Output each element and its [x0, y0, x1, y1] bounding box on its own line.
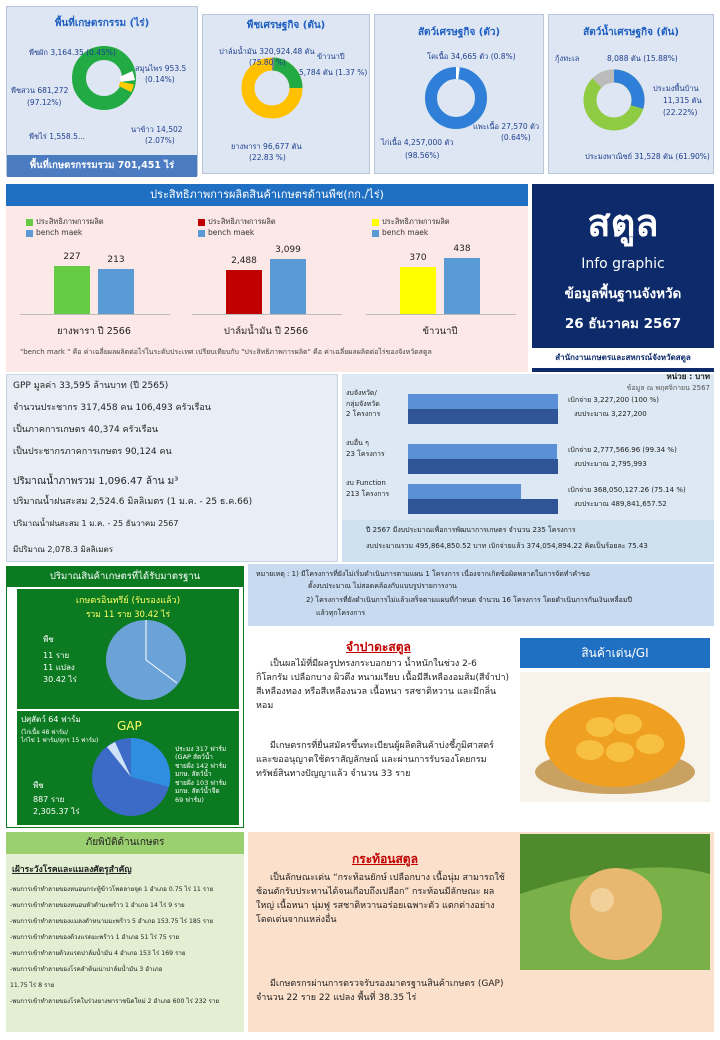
gap-c: พืช — [33, 781, 44, 790]
disaster-item: -พบการเข้าทำลายของโรคลำต้นเน่าปาล์มน้ำมัน 3 อำเภอ — [10, 966, 163, 973]
fish-panel — [548, 14, 714, 174]
budget-category: งบอื่น ๆ 23 โครงการ — [346, 439, 385, 458]
budget-spend-bar — [408, 394, 558, 409]
krathon-p2: มีเกษตรกรผ่านการตรวจรับรองมาตรฐานสินค้าเกษตร (GAP) จำนวน 22 ราย 22 แปลง พื้นที่ 38.35 ไร่ — [256, 979, 504, 1003]
brand-footer: สำนักงานเกษตรและสหกรณ์จังหวัดสตูล — [532, 348, 714, 368]
info-water: ปริมาณน้ำภาพรวม 1,096.47 ล้าน ม³ — [13, 476, 179, 487]
info-population: จำนวนประชากร 317,458 คน 106,493 ครัวเรือน — [13, 403, 211, 413]
disaster-item: -พบการเข้าทำลายของด้วงแรดมะพร้าว 1 อำเภอ 51 ไร่ 75 ราย — [10, 934, 180, 941]
econ-label-rubber: ยางพารา 96,677 ตัน — [231, 142, 302, 151]
disaster-sub: เฝ้าระวังโรคและแมลงศัตรูสำคัญ — [12, 865, 132, 875]
info-rain-66: ปริมาณน้ำฝนสะสม 2,524.6 มิลลิเมตร (1 ม.ค. - 25 ธ.ค.66) — [13, 497, 253, 507]
budget-total-label: งบประมาณ 2,795,993 — [574, 460, 647, 468]
animal-panel — [374, 14, 544, 174]
gap-c3: 2,305.37 ไร่ — [33, 807, 80, 816]
disaster-panel — [6, 832, 244, 1032]
bar-benchmark — [444, 258, 480, 314]
fish-label-local-pct: (22.22%) — [663, 108, 698, 117]
efficiency-group — [366, 212, 526, 346]
budget-spend-bar — [408, 444, 557, 459]
budget-total-label: งบประมาณ 489,841,657.52 — [574, 500, 667, 508]
budget-note1: หมายเหตุ : 1) มีโครงการที่ยังไม่เริ่มดำเนินการตามแผน 1 โครงการ เนื่องจากเกิดข้อผิดพลาดในการจัดทำคำขอ — [256, 570, 590, 578]
bar-benchmark — [98, 269, 134, 314]
krathon-title: กระท้อนสตูล — [352, 852, 418, 866]
econ-crop-title: พืชเศรษฐกิจ (ตัน) — [246, 20, 326, 31]
animal-label-goat: แพะเนื้อ 27,570 ตัว — [473, 122, 540, 131]
bar-benchmark — [270, 259, 306, 314]
info-rain-67: ปริมาณน้ำฝนสะสม 1 ม.ค. - 25 ธันวาคม 2567 — [13, 519, 179, 528]
gap-box — [17, 711, 239, 825]
budget-note2: 2) โครงการที่ยังดำเนินการไม่แล้วเสร็จตามแผนที่กำหนด จำนวน 16 โครงการ โดยดำเนินการกันเงินเหลื่อมปี — [306, 596, 632, 604]
efficiency-note: "bench mark " คือ ค่าเฉลี่ยผลผลิตต่อไร่ในระดับประเทศ เปรียบเทียบกับ "ประสิทธิภาพการผลิต" คือ ค่าเฉลี่ยผลผลิตต่อไร่ของจังหวัดสตูล — [20, 348, 432, 356]
land-label-rice-pct: (2.07%) — [145, 136, 175, 145]
land-panel — [6, 6, 198, 176]
land-label-herb-pct: (0.14%) — [145, 75, 175, 84]
legend-efficiency: ประสิทธิภาพการผลิต — [372, 216, 450, 228]
budget-panel — [342, 374, 714, 562]
efficiency-title: ประสิทธิภาพการผลิตสินค้าเกษตรด้านพืช(กก./ไร่) — [6, 184, 528, 206]
budget-note2b: แล้วทุกโครงการ — [316, 609, 366, 617]
budget-unit: หน่วย : บาท — [666, 372, 710, 381]
gap-b: ประมง 317 ฟาร์ม (GAP สัตว์น้ำ ชายฝั่ง 142 ฟาร์ม มกษ. สัตว์น้ำ ชายฝั่ง 103 ฟาร์ม มกษ. สัตว์น้ำจืด 69 ฟาร์ม) — [175, 745, 227, 804]
organic-box — [17, 589, 239, 709]
info-agri-households: เป็นภาคการเกษตร 40,374 ครัวเรือน — [13, 425, 159, 435]
land-total: พื้นที่เกษตรกรรมรวม 701,451 ไร่ — [7, 155, 197, 177]
krathon-panel — [248, 832, 714, 1032]
fish-label-shrimp: กุ้งทะเล — [555, 54, 580, 63]
fish-donut — [579, 65, 649, 135]
bar-efficiency — [226, 270, 262, 314]
info-gpp: GPP มูลค่า 33,595 ล้านบาท (ปี 2565) — [13, 381, 169, 391]
econ-label-rubber-pct: (22.83 %) — [249, 153, 286, 162]
land-title: พื้นที่เกษตรกรรม (ไร่) — [54, 18, 150, 29]
econ-label-palm-pct: (75.80 %) — [249, 58, 286, 67]
animal-label-chicken-pct: (98.56%) — [405, 151, 440, 160]
krathon-image — [520, 834, 710, 970]
budget-notes — [248, 564, 714, 626]
jampada-image — [520, 672, 710, 802]
bar-efficiency-value: 227 — [63, 251, 81, 262]
budget-total-bar — [408, 459, 558, 474]
budget-category: งบจังหวัด/ กลุ่มจังหวัด 2 โครงการ — [346, 389, 381, 418]
organic-d: 30.42 ไร่ — [43, 675, 77, 684]
animal-title: สัตว์เศรษฐกิจ (ตัว) — [417, 27, 501, 38]
fish-ring-local — [614, 76, 638, 107]
econ-label-rice-val: 5,784 ตัน (1.37 %) — [299, 68, 368, 77]
animal-label-chicken: ไก่เนื้อ 4,257,000 ตัว — [381, 138, 454, 147]
econ-label-rice: ข้าวนาปี — [317, 52, 345, 61]
bar-benchmark-value: 438 — [453, 243, 471, 254]
econ-label-palm: ปาล์มน้ำมัน 320,924.48 ตัน — [219, 47, 315, 56]
brand-sub: Info graphic — [581, 256, 665, 272]
gap-c2: 887 ราย — [33, 795, 65, 804]
efficiency-panel — [6, 184, 528, 372]
brand-line1: ข้อมูลพื้นฐานจังหวัด — [564, 286, 682, 302]
bar-benchmark-value: 213 — [107, 254, 125, 265]
disaster-item: -พบการเข้าทำลายของหนอนกระทู้ข้าวโพดลายจุด 1 อำเภอ 0.75 ไร่ 11 ราย — [10, 886, 214, 893]
fish-title: สัตว์น้ำเศรษฐกิจ (ตัน) — [583, 27, 679, 38]
bar-efficiency — [400, 267, 436, 314]
organic-b: 11 ราย — [43, 651, 70, 660]
animal-label-goat-pct: (0.64%) — [501, 133, 531, 142]
gi-section — [248, 628, 714, 830]
budget-note1b: ตั้งงบประมาณ ไม่สอดคล้องกับแบบรูปรายการงาน — [308, 582, 457, 590]
bar-efficiency-value: 370 — [409, 252, 427, 263]
disaster-item: -พบการเข้าทำลายของโรคใบร่วงยางพาราชนิดใหม่ 2 อำเภอ 600 ไร่ 232 ราย — [10, 998, 219, 1005]
land-label-herb: สมุนไพร 953.5 — [135, 64, 187, 73]
econ-crop-panel — [202, 14, 370, 174]
efficiency-group-label: ยางพารา ปี 2566 — [57, 326, 131, 337]
budget-total-label: งบประมาณ 3,227,200 — [574, 410, 647, 418]
legend-efficiency: ประสิทธิภาพการผลิต — [26, 216, 104, 228]
standards-panel — [6, 566, 244, 828]
jampada-p2: มีเกษตรกรที่ยื่นสมัครขึ้นทะเบียนผู้ผลิตสินค้าบ่งชี้ภูมิศาสตร์และขออนุญาตใช้ตราสัญลักษณ์ และผ่านการรับรองโดยกรมทรัพย์สินทางปัญญาแล้ว จำนวน 33 ราย — [256, 741, 494, 779]
brand-name: สตูล — [587, 201, 659, 245]
budget-spend-label: เบิกจ่าย 3,227,200 (100 %) — [568, 396, 659, 404]
efficiency-group-label: ปาล์มน้ำมัน ปี 2566 — [223, 326, 309, 337]
budget-category: งบ Function 213 โครงการ — [346, 479, 390, 498]
legend-efficiency: ประสิทธิภาพการผลิต — [198, 216, 276, 228]
fish-label-local: ประมงพื้นบ้าน — [653, 84, 699, 93]
budget-sum1: ปี 2567 มีงบประมาณเพื่อการพัฒนาการเกษตร จำนวน 235 โครงการ — [366, 526, 576, 534]
land-label-veg: พืชผัก 3,164.35 (0.45%) — [29, 48, 116, 57]
gap-head: GAP — [117, 719, 142, 733]
budget-total-bar — [408, 409, 558, 424]
bar-benchmark-value: 3,099 — [275, 244, 301, 255]
budget-asof: ข้อมูล ณ พฤศจิกายน 2567 — [626, 384, 710, 392]
bar-efficiency — [54, 266, 90, 314]
fish-label-local-val: 11,315 ตัน — [663, 96, 702, 105]
fish-label-shrimp-val: 8,088 ตัน (15.88%) — [607, 54, 678, 63]
land-label-field: พืชไร่ 1,558.5... — [29, 132, 85, 141]
budget-sum2: งบประมาณรวม 495,864,850.52 บาท เบิกจ่ายแล้ว 374,054,894.22 คิดเป็นร้อยละ 75.43 — [366, 542, 648, 550]
budget-total-bar — [408, 499, 558, 514]
organic-c: 11 แปลง — [43, 663, 75, 672]
jampada-p1: เป็นผลไม้ที่มีผลรูปทรงกระบอกยาว น้ำหนักในช่วง 2-6 กิโลกรัม เปลือกบาง ผิวตึง หนามเรียบ เนื้อมีสีเหลืองอมส้ม(สีจำปา) สีเหลืองทอง หรือสีเหลืองนวล เนื้อหนา รสชาติหวาน และมีกลิ่นหอม — [256, 659, 510, 711]
gi-label: สินค้าเด่น/GI — [520, 638, 710, 668]
land-ring-veg — [126, 74, 128, 81]
info-rain-67-val: มีปริมาณ 2,078.3 มิลลิเมตร — [13, 545, 114, 554]
disaster-item: -พบการเข้าทำลายของหนอนหัวดำมะพร้าว 1 อำเภอ 14 ไร่ 9 ราย — [10, 902, 185, 909]
krathon-p1: เป็นลักษณะเด่น “กระท้อนยักษ์ เปลือกบาง เนื้อนุ่ม สามารถใช้ช้อนตักรับประทานได้จนเกือบถึงเปลือก” กระท้อนมีลักษณะ ผลใหญ่ เนื้อหนา นุ่มฟู รสชาติหวานอร่อยเฉพาะตัว แตกต่างอย่างโดดเด่นจากแหล่งอื่น — [256, 873, 505, 925]
organic-head: เกษตรอินทรีย์ (รับรองแล้ว) — [75, 596, 181, 606]
legend-benchmark: bench maek — [198, 228, 254, 237]
efficiency-group — [20, 212, 180, 346]
gap-a: ปศุสัตว์ 64 ฟาร์ม — [21, 715, 81, 724]
budget-spend-label: เบิกจ่าย 368,050,127.26 (75.14 %) — [568, 486, 686, 494]
disaster-item: 11.75 ไร่ 8 ราย — [10, 982, 55, 989]
info-agri-people: เป็นประชากรภาคการเกษตร 90,124 คน — [13, 447, 172, 457]
budget-spend-bar — [408, 484, 521, 499]
budget-spend-label: เบิกจ่าย 2,777,566.96 (99.34 %) — [568, 446, 677, 454]
disaster-item: -พบการเข้าทำลายด้วงแรดปาล์มน้ำมัน 4 อำเภอ 153 ไร่ 169 ราย — [10, 950, 186, 957]
organic-head2: รวม 11 ราย 30.42 ไร่ — [85, 610, 171, 620]
efficiency-group-label: ข้าวนาปี — [422, 326, 458, 337]
organic-pie — [103, 617, 189, 703]
jampada-title: จำปาดะสตูล — [346, 640, 411, 654]
animal-label-cattle: โคเนื้อ 34,665 ตัว (0.8%) — [427, 52, 516, 61]
legend-benchmark: bench maek — [26, 228, 82, 237]
info-panel — [6, 374, 338, 562]
bar-efficiency-value: 2,488 — [231, 255, 257, 266]
disaster-title: ภัยพิบัติด้านเกษตร — [6, 832, 244, 854]
land-label-orchard-pct: (97.12%) — [27, 98, 62, 107]
brand-line2: 26 ธันวาคม 2567 — [564, 316, 682, 332]
organic-a: พืช — [43, 635, 54, 644]
legend-benchmark: bench maek — [372, 228, 428, 237]
disaster-item: -พบการเข้าทำลายของแมลงดำหนามมะพร้าว 5 อำเภอ 153.75 ไร่ 185 ราย — [10, 918, 214, 925]
gap-a2: (ไก่เนื้อ 48 ฟาร์ม/ — [21, 729, 69, 736]
efficiency-group — [192, 212, 352, 346]
fish-ring-shrimp — [597, 76, 614, 83]
gap-pie — [89, 735, 173, 819]
fish-label-commercial: ประมงพาณิชย์ 31,528 ตัน (61.90%) — [585, 152, 710, 161]
brand-panel — [532, 184, 714, 372]
land-label-orchard: พืชสวน 681,272 — [11, 86, 69, 95]
land-ring-rice — [125, 83, 127, 89]
standards-title: ปริมาณสินค้าเกษตรที่ได้รับมาตรฐาน — [7, 567, 243, 587]
land-label-rice: นาข้าว 14,502 — [131, 125, 183, 134]
gap-a3: ไก่ไข่ 1 ฟาร์ม/สุกร 15 ฟาร์ม) — [21, 737, 99, 744]
